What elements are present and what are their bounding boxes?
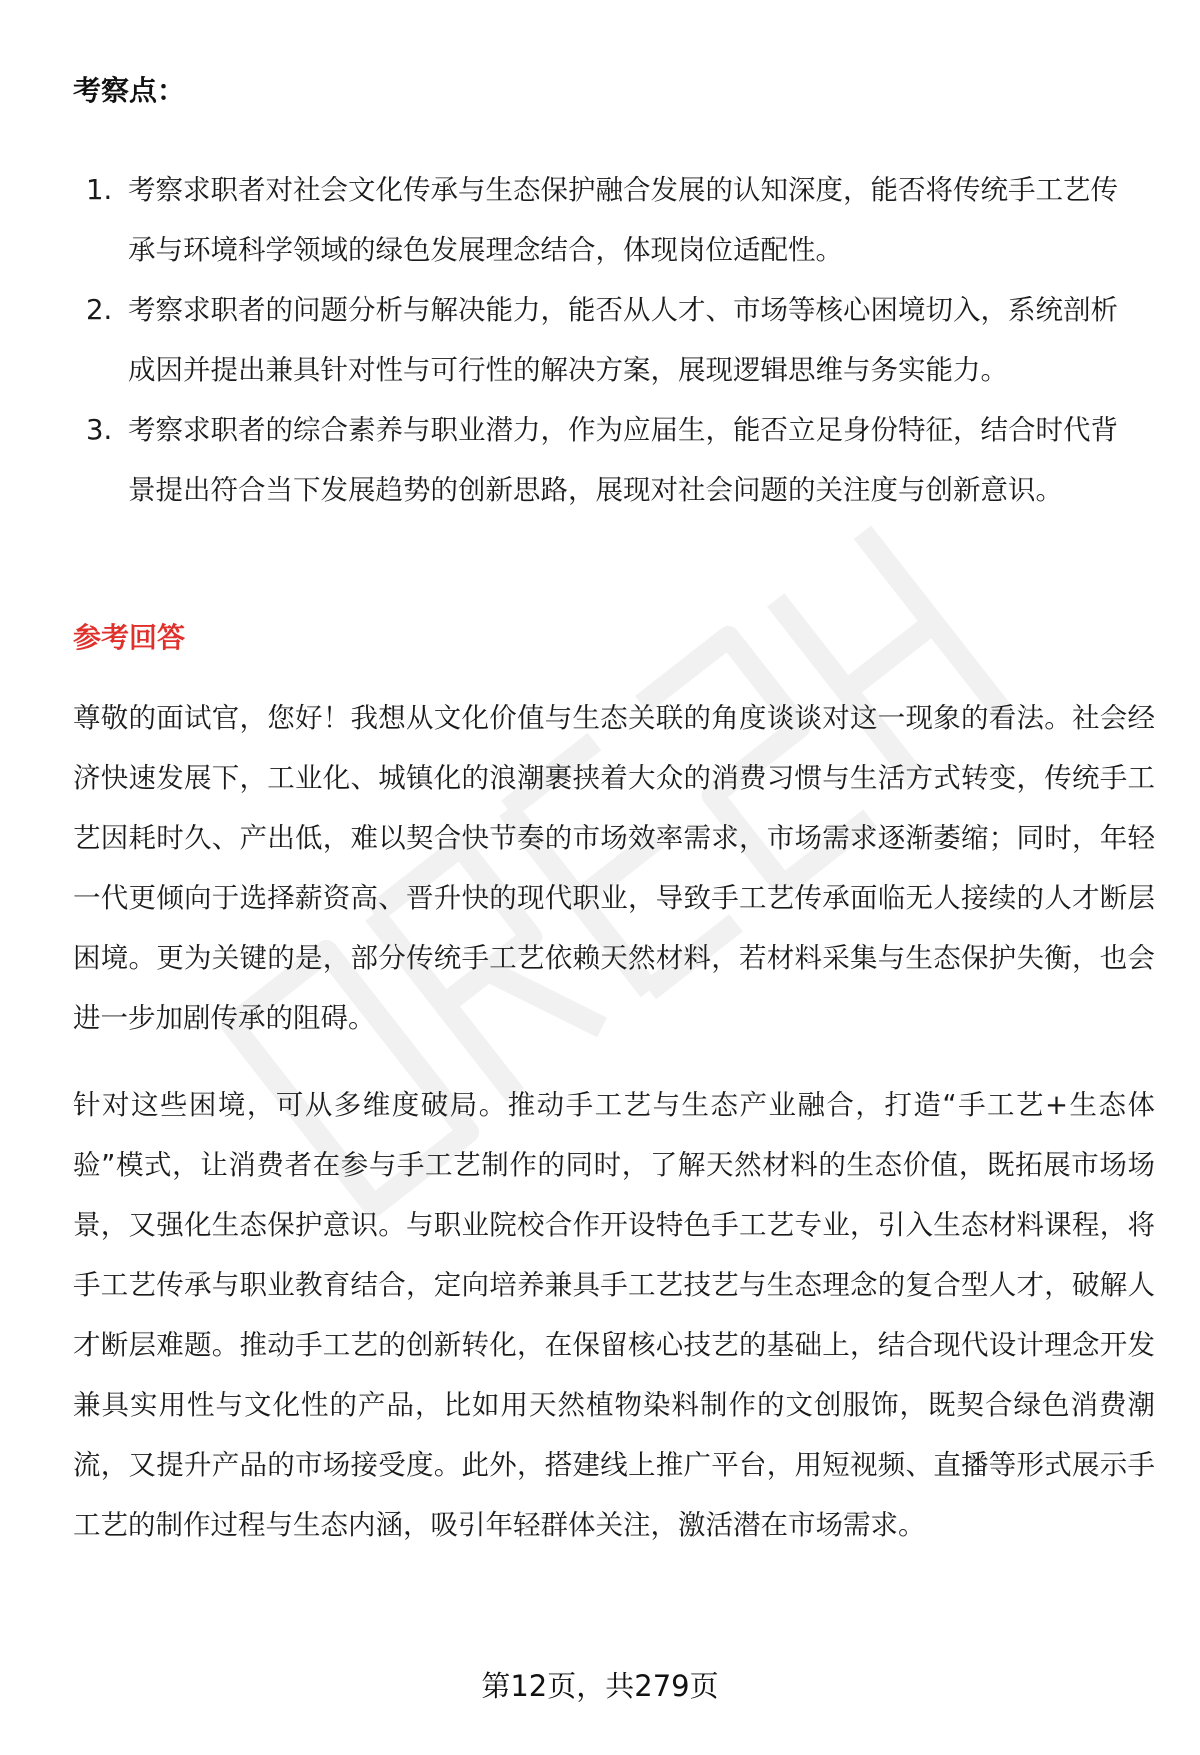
point-number: 3.: [86, 414, 113, 446]
point-item-1: [0, 160, 1200, 280]
answer-paragraph-1: 尊敬的面试官，您好！我想从文化价值与生态关联的角度谈谈对这一现象的看法。社会经济快速发展下，工业化、城镇化的浪潮裹挟着大众的消费习惯与生活方式转变，传统手工艺因耗时久、产出低，难以契合快节奏的市场效率需求，市场需求逐渐萎缩；同时，年轻一代更倾向于选择薪资高、晋升快的现代职业，导致手工艺传承面临无人接续的人才断层困境。更为关键的是，部分传统手工艺依赖天然材料，若材料采集与生态保护失衡，也会进一步加剧传承的阻碍。: [73, 702, 1155, 1034]
answer-paragraph-2: 针对这些困境，可从多维度破局。推动手工艺与生态产业融合，打造“手工艺+生态体验”模式，让消费者在参与手工艺制作的同时，了解天然材料的生态价值，既拓展市场场景，又强化生态保护意识。与职业院校合作开设特色手工艺专业，引入生态材料课程，将手工艺传承与职业教育结合，定向培养兼具手工艺技艺与生态理念的复合型人才，破解人才断层难题。推动手工艺的创新转化，在保留核心技艺的基础上，结合现代设计理念开发兼具实用性与文化性的产品，比如用天然植物染料制作的文创服饰，既契合绿色消费潮流，又提升产品的市场接受度。此外，搭建线上推广平台，用短视频、直播等形式展示手工艺的制作过程与生态内涵，吸引年轻群体关注，激活潜在市场需求。: [73, 1089, 1155, 1541]
point-item-3: [0, 400, 1200, 520]
point-number: 1.: [86, 174, 113, 206]
point-number: 2.: [86, 294, 113, 326]
point-text: 考察求职者对社会文化传承与生态保护融合发展的认知深度，能否将传统手工艺传承与环境科学领域的绿色发展理念结合，体现岗位适配性。: [128, 174, 1118, 266]
answer-section-title: 参考回答: [73, 621, 186, 654]
points-list: [0, 160, 1200, 520]
points-section-title: 考察点：: [73, 74, 186, 107]
point-text: 考察求职者的综合素养与职业潜力，作为应届生，能否立足身份特征，结合时代背景提出符合当下发展趋势的创新思路，展现对社会问题的关注度与创新意识。: [128, 414, 1118, 506]
page-number-footer: 第12页，共279页: [481, 1669, 719, 1703]
point-item-2: [0, 280, 1200, 400]
point-text: 考察求职者的问题分析与解决能力，能否从人才、市场等核心困境切入，系统剖析成因并提出兼具针对性与可行性的解决方案，展现逻辑思维与务实能力。: [128, 294, 1118, 386]
